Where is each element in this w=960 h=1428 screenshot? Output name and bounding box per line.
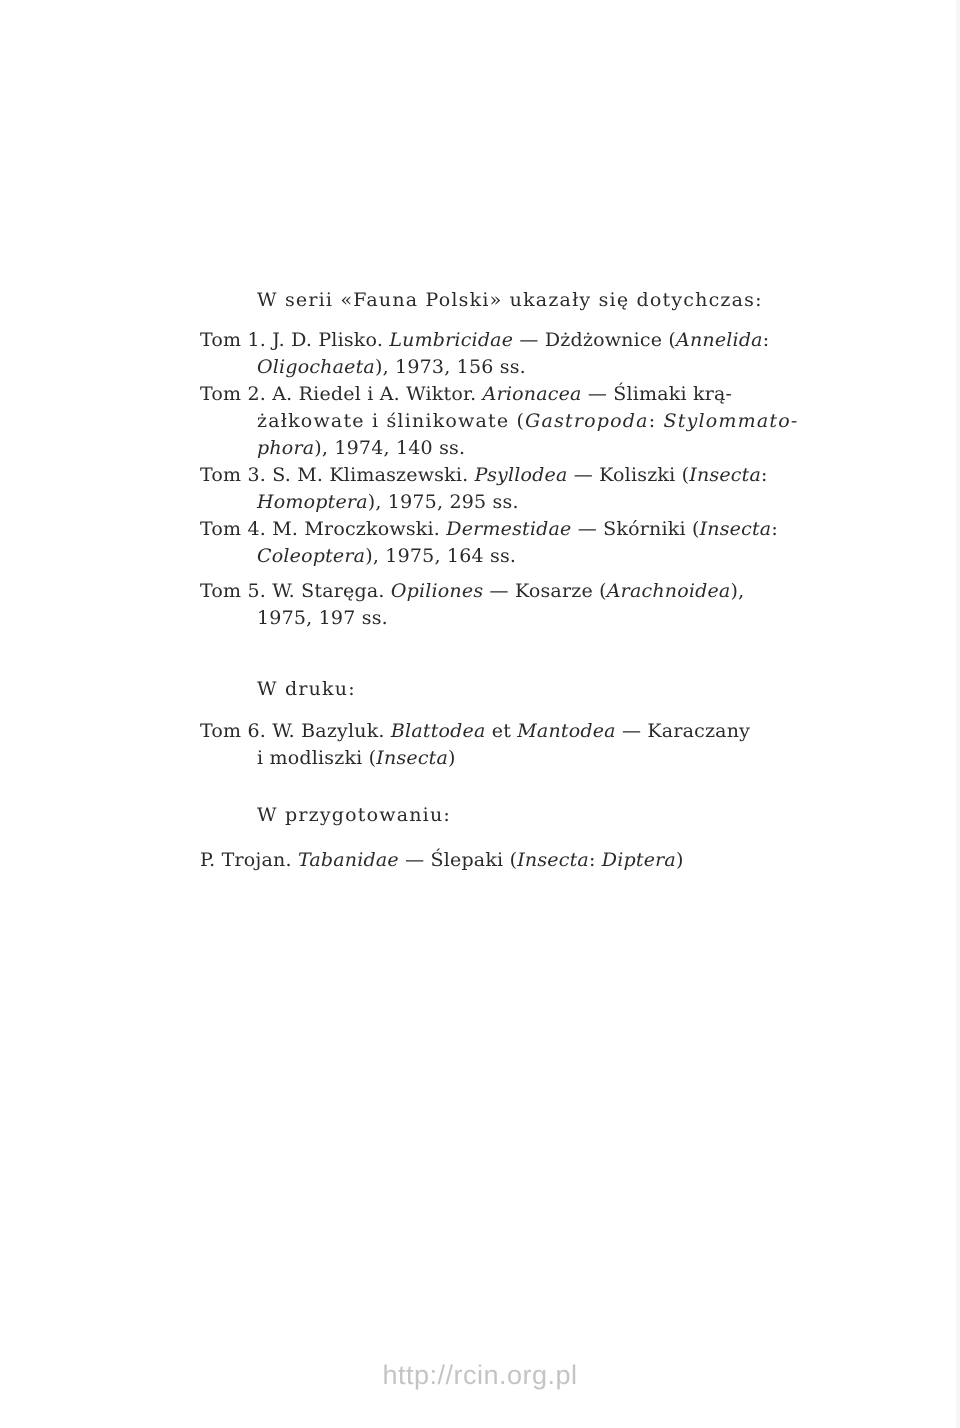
volume-2-author: Tom 2. A. Riedel i A. Wiktor. [200,383,483,405]
volume-3-class: Insecta [689,464,761,486]
volume-3-line-1: Tom 3. S. M. Klimaszewski. Psyllodea — Koliszki (Insecta: [200,464,768,486]
volume-4-year-pages: ), 1975, 164 ss. [365,545,517,567]
volume-3-year-pages: ), 1975, 295 ss. [367,491,519,513]
volume-2-class: Gastropoda [525,410,649,432]
volume-6-line-2: i modliszki (Insecta) [257,747,456,769]
volume-6-author: Tom 6. W. Bazyluk. [200,720,391,742]
volume-1-line-1: Tom 1. J. D. Plisko. Lumbricidae — Dżdżownice (Annelida: [200,329,770,351]
volume-6-common-name: — Karaczany [615,720,751,742]
volume-3-common-name: — Koliszki ( [567,464,690,486]
volume-1-class: Annelida [676,329,763,351]
volume-5-author: Tom 5. W. Staręga. [200,580,391,602]
volume-1-line-2 [257,354,526,380]
volume-6-class: Insecta [376,747,449,769]
volume-3-order: Homoptera [257,491,368,513]
volume-2-order: Stylommato- [663,410,799,432]
volume-2-line-1 [200,381,732,407]
volume-6-line-1: Tom 6. W. Bazyluk. Blattodea et Mantodea — Karaczany [200,720,751,742]
volume-3-line-2 [257,489,519,515]
volume-1-common-name: — Dżdżownice ( [513,329,677,351]
volume-5-taxon: Opiliones [390,580,484,602]
volume-4-author: Tom 4. M. Mroczkowski. [200,518,447,540]
volume-5-line-1: Tom 5. W. Staręga. Opiliones — Kosarze (Arachnoidea), [200,580,745,602]
volume-3-taxon: Psyllodea [474,464,568,486]
volume-1-subclass: Oligochaeta [257,356,375,378]
volume-2-common-name: — Ślimaki krą- [581,383,733,405]
in-preparation-order: Diptera [601,849,676,871]
footer-url-watermark: http://rcin.org.pl [382,1360,578,1390]
in-preparation-author: P. Trojan. [200,849,298,871]
in-preparation-heading: W przygotowaniu: [257,804,451,826]
volume-2-line-2: żałkowate i ślinikowate (Gastropoda: Stylommato- [257,410,799,432]
volume-1-taxon: Lumbricidae [389,329,514,351]
volume-1-year-pages: ), 1973, 156 ss. [374,356,526,378]
volume-6-taxon-2: Mantodea [517,720,616,742]
volume-1-author: Tom 1. J. D. Plisko. [200,329,390,351]
page-edge-shadow [956,0,960,1428]
volume-4-line-2 [257,543,516,569]
volume-4-line-1: Tom 4. M. Mroczkowski. Dermestidae — Skórniki (Insecta: [200,518,778,540]
volume-3-author: Tom 3. S. M. Klimaszewski. [200,464,475,486]
volume-2-year-pages: ), 1974, 140 ss. [314,437,466,459]
volume-5-common-name: — Kosarze ( [483,580,607,602]
in-print-heading: W druku: [257,678,356,700]
in-preparation-taxon: Tabanidae [297,849,399,871]
in-preparation-class: Insecta [517,849,589,871]
volume-2-taxon: Arionacea [482,383,582,405]
volume-5-line-2: 1975, 197 ss. [257,607,388,629]
volume-4-common-name: — Skórniki ( [571,518,700,540]
series-heading: W serii «Fauna Polski» ukazały się dotychczas: [257,289,763,311]
in-preparation-line-1: P. Trojan. Tabanidae — Ślepaki (Insecta: Diptera) [200,849,684,871]
in-preparation-common-name: — Ślepaki ( [398,849,518,871]
volume-4-order: Coleoptera [257,545,366,567]
volume-4-taxon: Dermestidae [446,518,572,540]
volume-4-class: Insecta [699,518,772,540]
volume-6-taxon-1: Blattodea [390,720,486,742]
volume-2-line-3: phora), 1974, 140 ss. [257,437,466,459]
volume-5-class: Arachnoidea [606,580,731,602]
